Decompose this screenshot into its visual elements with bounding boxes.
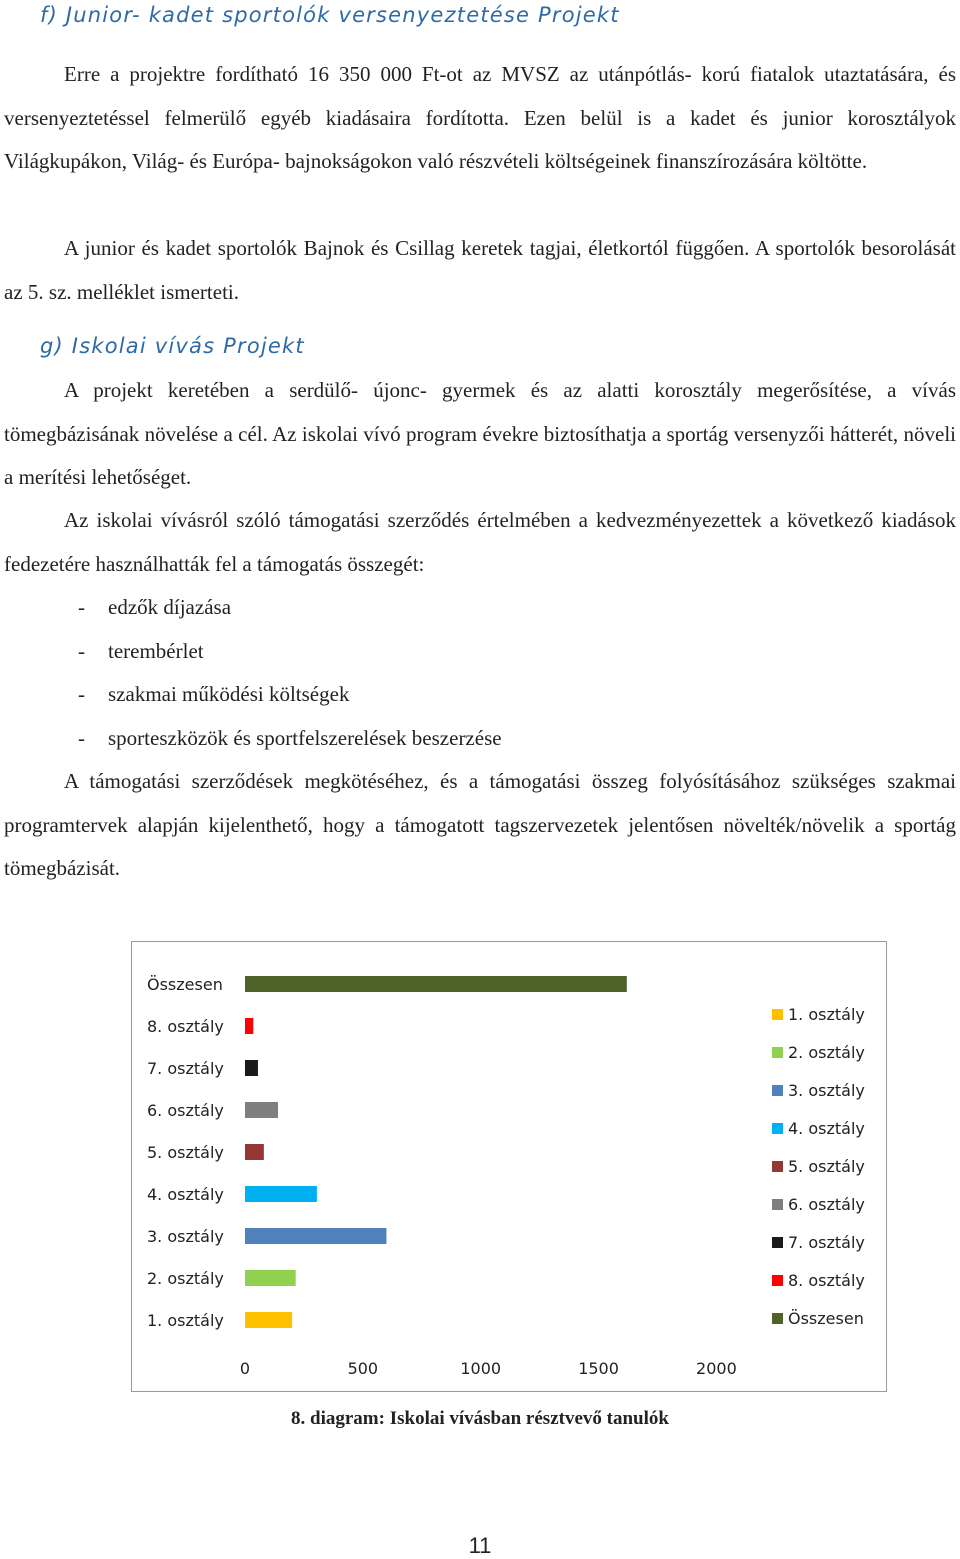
legend-label: 2. osztály bbox=[788, 1043, 865, 1062]
x-tick-label: 1000 bbox=[460, 1359, 502, 1378]
section-f-paragraph-1: Erre a projektre fordítható 16 350 000 Ft-ot az MVSZ az utánpótlás- korú fiatalok utaztatására, és versenyeztetéssel felmerülő egyéb kiadásaira fordította. Ezen belül is a kadet és junior korosztályok Világkupákon, Világ- és Európa- bajnokságokon való részvételi költségeinek finanszírozására költötte. bbox=[4, 62, 956, 173]
section-g-paragraph-3: A támogatási szerződések megkötéséhez, és a támogatási összeg folyósításához szükséges szakmai programtervek alapján kijelenthető, hogy a támogatott tagszervezetek jelentősen növelték/növelik a sportág tömegbázisát. bbox=[4, 769, 956, 880]
legend-swatch bbox=[772, 1161, 783, 1172]
list-item: - sporteszközök és sportfelszerelések beszerzése bbox=[78, 725, 502, 750]
bar bbox=[245, 1228, 386, 1244]
y-tick-label: 4. osztály bbox=[147, 1185, 224, 1204]
bar bbox=[245, 1312, 292, 1328]
legend-swatch bbox=[772, 1047, 783, 1058]
section-f-paragraph-2: A junior és kadet sportolók Bajnok és Csillag keretek tagjai, életkortól függően. A sportolók besorolását az 5. sz. melléklet ismerteti. bbox=[4, 236, 956, 304]
legend-swatch bbox=[772, 1123, 783, 1134]
list-item: - szakmai működési költségek bbox=[78, 682, 350, 706]
y-tick-label: 3. osztály bbox=[147, 1227, 224, 1246]
legend-swatch bbox=[772, 1275, 783, 1286]
bar bbox=[245, 1102, 278, 1118]
bar bbox=[245, 1060, 258, 1076]
x-tick-label: 1500 bbox=[578, 1359, 619, 1378]
legend-label: 3. osztály bbox=[788, 1081, 865, 1100]
x-tick-label: 500 bbox=[347, 1359, 379, 1378]
legend-swatch bbox=[772, 1237, 783, 1248]
bar-chart-frame bbox=[131, 941, 887, 1392]
legend-swatch bbox=[772, 1199, 783, 1210]
chart-caption: 8. diagram: Iskolai vívásban résztvevő tanulók bbox=[291, 1408, 669, 1429]
y-tick-label: 5. osztály bbox=[147, 1143, 224, 1162]
y-tick-label: 1. osztály bbox=[147, 1311, 224, 1330]
y-tick-label: 7. osztály bbox=[147, 1059, 224, 1078]
legend-swatch bbox=[772, 1313, 783, 1324]
y-tick-label: 6. osztály bbox=[147, 1101, 224, 1120]
expense-list bbox=[78, 586, 502, 760]
bar bbox=[245, 1144, 264, 1160]
y-tick-label: 2. osztály bbox=[147, 1269, 224, 1288]
legend-label: 4. osztály bbox=[788, 1119, 865, 1138]
list-item: - edzők díjazása bbox=[78, 595, 232, 619]
legend-swatch bbox=[772, 1085, 783, 1096]
legend-label: 8. osztály bbox=[788, 1271, 865, 1290]
legend-swatch bbox=[772, 1009, 783, 1020]
section-g-paragraph-1: A projekt keretében a serdülő- újonc- gyermek és az alatti korosztály megerősítése, a vívás tömegbázisának növelése a cél. Az iskolai vívó program évekre biztosíthatja a sportág versenyzői hátterét, növeli a merítési lehetőséget. bbox=[4, 378, 956, 489]
legend-label: 5. osztály bbox=[788, 1157, 865, 1176]
x-tick-label: 2000 bbox=[696, 1359, 737, 1378]
list-item: - terembérlet bbox=[78, 638, 204, 663]
bar bbox=[245, 1270, 296, 1286]
section-g-paragraph-2: Az iskolai vívásról szóló támogatási szerződés értelmében a kedvezményezettek a következő kiadások fedezetére használhatták fel a támogatás összegét: bbox=[4, 508, 956, 576]
bar bbox=[245, 1018, 253, 1034]
section-f-heading: f) Junior- kadet sportolók versenyeztetése Projekt bbox=[40, 3, 620, 27]
x-tick-label: 0 bbox=[239, 1359, 251, 1378]
y-tick-label: 8. osztály bbox=[147, 1017, 224, 1036]
legend-label: Összesen bbox=[788, 1309, 864, 1328]
section-g-heading: g) Iskolai vívás Projekt bbox=[40, 334, 305, 358]
page-number: 11 bbox=[468, 1533, 492, 1558]
bar-chart bbox=[132, 942, 885, 1390]
bar bbox=[245, 976, 627, 992]
legend-label: 6. osztály bbox=[788, 1195, 865, 1214]
legend-label: 7. osztály bbox=[788, 1233, 865, 1252]
bar bbox=[245, 1186, 317, 1202]
y-tick-label: Összesen bbox=[147, 975, 223, 994]
legend-label: 1. osztály bbox=[788, 1005, 865, 1024]
